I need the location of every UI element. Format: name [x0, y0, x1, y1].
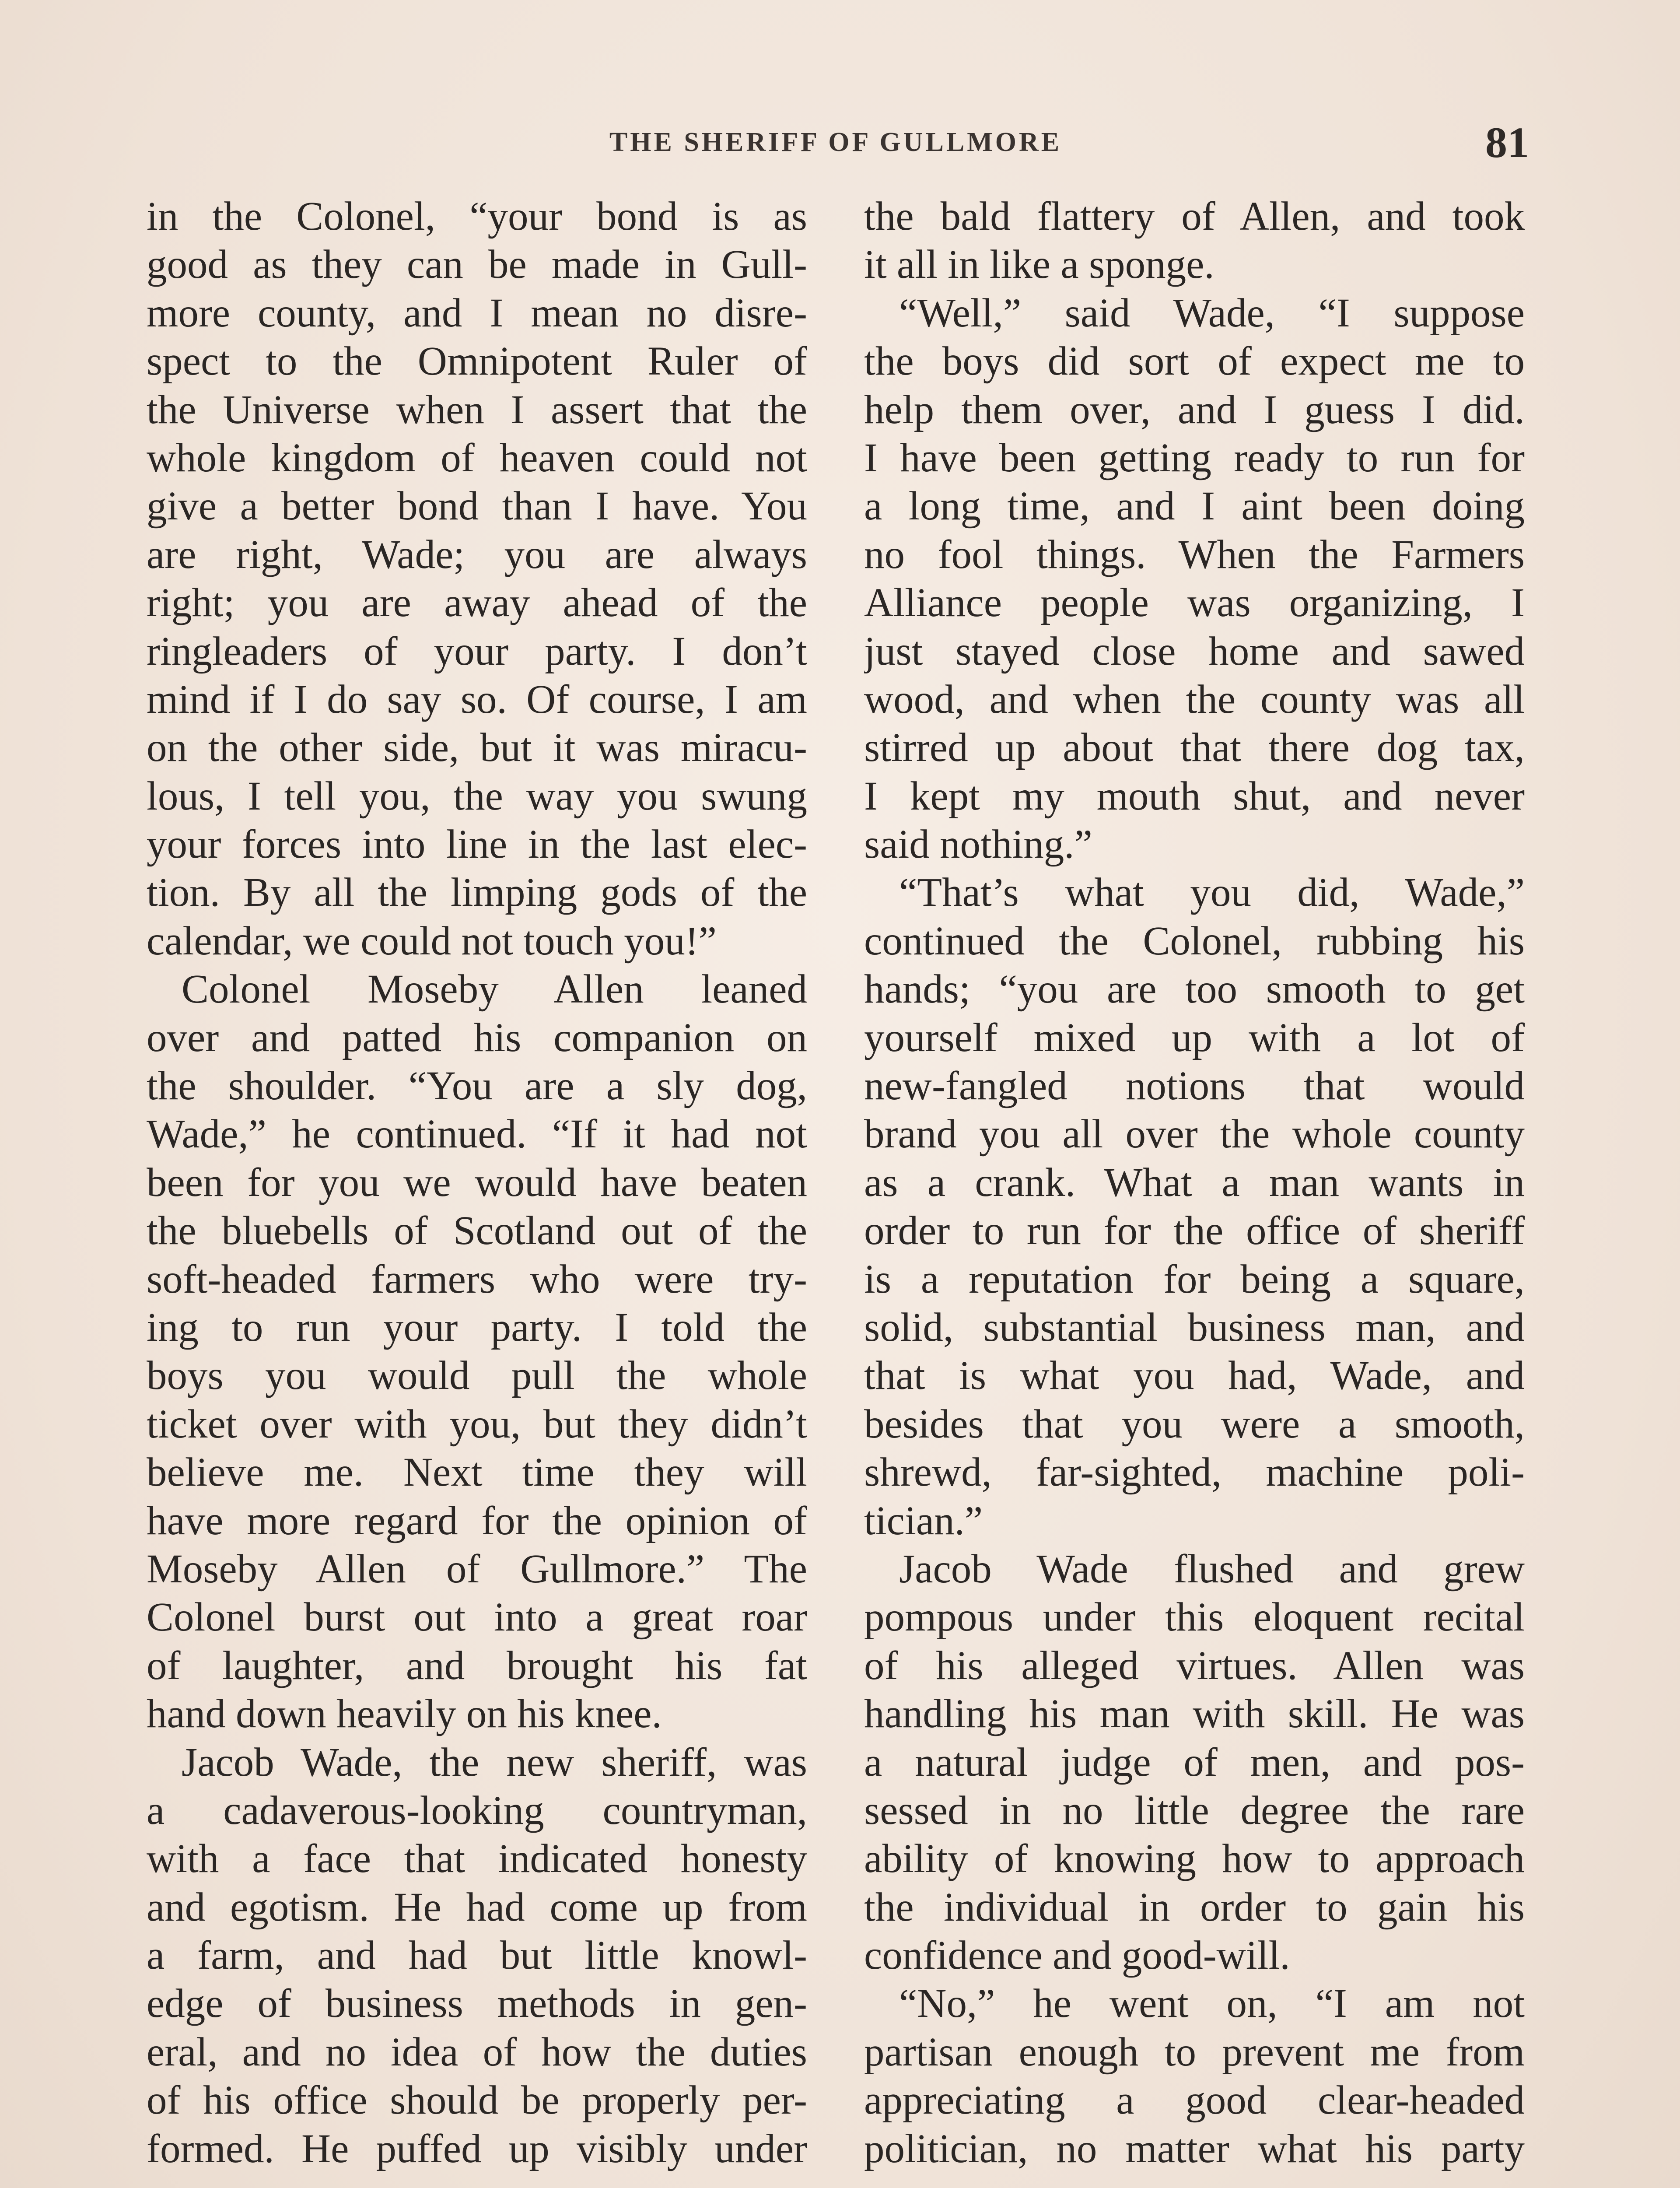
text-line: I have been getting ready to run for [864, 435, 1525, 480]
text-line: over and patted his companion on [147, 1015, 807, 1060]
text-line: pompous under this eloquent recital [864, 1595, 1525, 1640]
text-line: good as they can be made in Gull- [147, 242, 807, 288]
text-line: lous, I tell you, the way you swung [147, 773, 807, 819]
text-line: the individual in order to gain his [864, 1884, 1525, 1930]
page-number: 81 [1485, 118, 1529, 167]
text-line: of his office should be properly per- [147, 2078, 807, 2123]
text-line: Jacob Wade flushed and grew [899, 1546, 1525, 1592]
text-line: yourself mixed up with a lot of [864, 1015, 1525, 1060]
text-line: Colonel burst out into a great roar [147, 1595, 807, 1640]
text-line: sessed in no little degree the rare [864, 1788, 1525, 1833]
text-line: boys you would pull the whole [147, 1353, 807, 1399]
text-line: a farm, and had but little knowl- [147, 1933, 807, 1978]
text-line: formed. He puffed up visibly under [147, 2126, 807, 2171]
text-line: is a reputation for being a square, [864, 1256, 1525, 1302]
text-line: edge of business methods in gen- [147, 1981, 807, 2027]
text-line: the boys did sort of expect me to [864, 339, 1525, 384]
text-line: believe me. Next time they will [147, 1450, 807, 1495]
text-line: “Well,” said Wade, “I suppose [899, 290, 1525, 336]
text-line: with a face that indicated honesty [147, 1836, 807, 1882]
text-line: tion. By all the limping gods of the [147, 870, 807, 915]
text-line: more county, and I mean no disre- [147, 290, 807, 336]
text-line: have more regard for the opinion of [147, 1498, 807, 1543]
text-line: “That’s what you did, Wade,” [899, 870, 1525, 915]
left-column [147, 193, 807, 2173]
text-line: a natural judge of men, and pos- [864, 1739, 1525, 1785]
text-line: confidence and good-will. [864, 1933, 1290, 1978]
text-line: tician.” [864, 1498, 983, 1543]
text-line: Jacob Wade, the new sheriff, was [182, 1739, 807, 1785]
right-column [864, 193, 1525, 2173]
text-line: and egotism. He had come up from [147, 1884, 807, 1930]
text-line: handling his man with skill. He was [864, 1691, 1525, 1737]
text-line: of his alleged virtues. Allen was [864, 1643, 1525, 1688]
text-line: spect to the Omnipotent Ruler of [147, 339, 807, 384]
text-line: ringleaders of your party. I don’t [147, 628, 807, 674]
text-line: shrewd, far-sighted, machine poli- [864, 1450, 1525, 1495]
text-line: ticket over with you, but they didn’t [147, 1401, 807, 1447]
text-line: Colonel Moseby Allen leaned [182, 967, 807, 1012]
text-line: soft-headed farmers who were try- [147, 1256, 807, 1302]
text-line: stirred up about that there dog tax, [864, 725, 1525, 771]
running-header: THE SHERIFF OF GULLMORE [609, 127, 1062, 157]
text-line: order to run for the office of sheriff [864, 1208, 1525, 1254]
text-line: on the other side, but it was miracu- [147, 725, 807, 771]
text-line: partisan enough to prevent me from [864, 2029, 1525, 2075]
text-line: solid, substantial business man, and [864, 1304, 1525, 1350]
text-line: a cadaverous-looking countryman, [147, 1788, 807, 1833]
text-line: brand you all over the whole county [864, 1112, 1525, 1157]
text-line: ing to run your party. I told the [147, 1304, 807, 1350]
text-line: continued the Colonel, rubbing his [864, 918, 1525, 964]
text-line: as a crank. What a man wants in [864, 1160, 1525, 1205]
text-line: that is what you had, Wade, and [864, 1353, 1525, 1399]
text-line: ability of knowing how to approach [864, 1836, 1525, 1882]
text-line: your forces into line in the last elec- [147, 822, 807, 867]
text-line: whole kingdom of heaven could not [147, 435, 807, 480]
text-line: are right, Wade; you are always [147, 532, 807, 577]
text-line: been for you we would have beaten [147, 1160, 807, 1205]
text-line: right; you are away ahead of the [147, 580, 807, 626]
text-line: besides that you were a smooth, [864, 1401, 1525, 1447]
text-line: a long time, and I aint been doing [864, 484, 1525, 529]
text-line: hands; “you are too smooth to get [864, 967, 1525, 1012]
text-line: help them over, and I guess I did. [864, 387, 1525, 432]
text-line: give a better bond than I have. You [147, 484, 807, 529]
text-line: the shoulder. “You are a sly dog, [147, 1063, 807, 1109]
text-line: the Universe when I assert that the [147, 387, 807, 432]
text-line: mind if I do say so. Of course, I am [147, 677, 807, 722]
text-line: I kept my mouth shut, and never [864, 773, 1525, 819]
text-line: the bluebells of Scotland out of the [147, 1208, 807, 1254]
text-line: of laughter, and brought his fat [147, 1643, 807, 1688]
text-line: in the Colonel, “your bond is as [147, 194, 807, 239]
text-line: Alliance people was organizing, I [864, 580, 1525, 626]
text-line: hand down heavily on his knee. [147, 1691, 662, 1737]
text-line: “No,” he went on, “I am not [899, 1981, 1525, 2027]
text-line: Moseby Allen of Gullmore.” The [147, 1546, 807, 1592]
text-line: Wade,” he continued. “If it had not [147, 1112, 807, 1157]
text-line: appreciating a good clear-headed [864, 2078, 1525, 2123]
text-line: the bald flattery of Allen, and took [864, 194, 1525, 239]
text-line: new-fangled notions that would [864, 1063, 1525, 1109]
text-line: calendar, we could not touch you!” [147, 918, 717, 964]
text-line: said nothing.” [864, 822, 1092, 867]
text-line: wood, and when the county was all [864, 677, 1525, 722]
text-line: politician, no matter what his party [864, 2126, 1525, 2171]
text-line: no fool things. When the Farmers [864, 532, 1525, 577]
text-line: eral, and no idea of how the duties [147, 2029, 807, 2075]
text-line: it all in like a sponge. [864, 242, 1214, 288]
text-line: just stayed close home and sawed [864, 628, 1525, 674]
